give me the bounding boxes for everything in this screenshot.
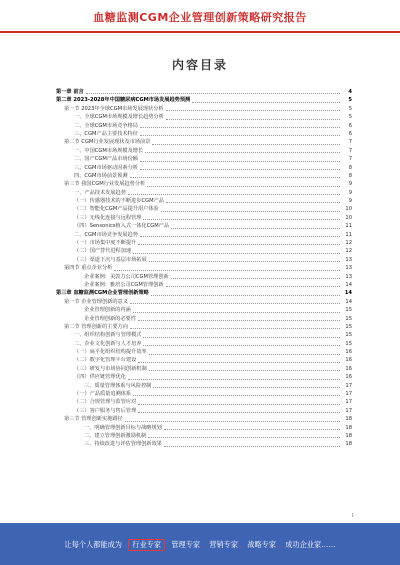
header-band [0, 0, 400, 34]
toc-leader-dots [138, 243, 340, 245]
toc-leader-dots [149, 369, 340, 371]
toc-entry[interactable] [56, 138, 352, 146]
toc-leader-dots [151, 294, 340, 296]
toc-entry-title: 一、全球CGM市场规模及增长趋势分析 [74, 114, 164, 121]
toc-entry[interactable] [56, 273, 352, 281]
toc-entry-page: 15 [345, 332, 352, 339]
toc-entry[interactable] [56, 180, 352, 188]
toc-entry[interactable] [56, 231, 352, 239]
toc-entry-page: 15 [345, 307, 352, 314]
toc-entry[interactable] [56, 222, 352, 230]
toc-entry[interactable] [56, 281, 352, 289]
toc-entry[interactable] [56, 155, 352, 163]
toc-leader-dots [140, 168, 340, 170]
toc-entry[interactable] [56, 357, 352, 365]
toc-entry-title: 一、组织结构创新与管理模式 [74, 332, 142, 339]
toc-leader-dots [148, 436, 340, 438]
toc-entry-title: 三、持续改进与评估管理创新效果 [84, 441, 162, 448]
toc-leader-dots [125, 420, 340, 422]
toc-entry-title: 第三节 我国CGM行业发展趋势分析 [64, 181, 146, 188]
toc-entry-page: 15 [345, 323, 352, 330]
toc-entry-title: 二、国产CGM产品市场份额 [74, 156, 138, 163]
toc-entry-title: （二）国产替代进程加速 [74, 248, 132, 255]
toc-entry-title: （二）数字化管理平台建设 [74, 357, 137, 364]
toc-leader-dots [143, 336, 340, 338]
toc-entry-page: 18 [345, 424, 352, 431]
toc-leader-dots [152, 143, 340, 145]
toc-leader-dots [140, 235, 340, 237]
toc-leader-dots [86, 92, 340, 94]
toc-leader-dots [138, 319, 340, 321]
toc-entry[interactable] [56, 214, 352, 222]
toc-entry-page: 10 [345, 206, 352, 213]
toc-leader-dots [166, 285, 340, 287]
toc-leader-dots [133, 311, 340, 313]
toc-entry-page: 6 [348, 122, 352, 129]
toc-entry-title: 第二节 CGM行业发展现状及市场前景 [64, 139, 151, 146]
toc-leader-dots [149, 260, 340, 262]
footer-slogan [0, 539, 400, 551]
toc-entry-page: 16 [345, 365, 352, 372]
toc-entry-title: （三）渠道下沉与基层市场拓展 [74, 256, 147, 263]
toc-entry-page: 11 [345, 231, 352, 238]
toc-leader-dots [166, 109, 340, 111]
toc-entry-page: 8 [348, 164, 352, 171]
toc-entry-title: 第三节 管理创新实施路径 [64, 416, 123, 423]
toc-leader-dots [171, 227, 340, 229]
toc-leader-dots [149, 353, 340, 355]
footer-item: 管理专家 [171, 540, 201, 549]
toc-entry[interactable] [56, 407, 352, 415]
toc-entry-title: （三）无线化连接与远程管理 [74, 214, 142, 221]
toc-leader-dots [143, 218, 340, 220]
toc-entry-page: 10 [345, 214, 352, 221]
toc-entry-page: 18 [345, 441, 352, 448]
toc-entry[interactable] [56, 264, 352, 272]
toc-leader-dots [128, 378, 340, 380]
toc-entry-page: 18 [345, 416, 352, 423]
toc-leader-dots [166, 118, 340, 120]
toc-entry-page: 5 [348, 97, 352, 104]
toc-entry-title: 企业管理创新的内涵 [84, 307, 131, 314]
toc-entry-page: 12 [345, 240, 352, 247]
page-number: 1 [351, 513, 354, 518]
toc-entry[interactable] [56, 440, 352, 448]
table-of-contents [56, 88, 352, 449]
toc-entry-page: 18 [345, 433, 352, 439]
toc-entry-title: （一）传感器技术的不断进步CGM产品 [74, 198, 164, 205]
toc-leader-dots [133, 394, 340, 396]
toc-entry-page: 17 [345, 399, 352, 406]
toc-entry-page: 9 [348, 181, 352, 188]
toc-entry-page: 11 [345, 223, 352, 230]
toc-entry[interactable] [56, 239, 352, 247]
toc-entry-page: 9 [348, 198, 352, 205]
toc-leader-dots [143, 344, 340, 346]
toc-entry-page: 9 [348, 189, 352, 196]
toc-leader-dots [140, 126, 340, 128]
footer-separator: 、 [201, 540, 209, 549]
toc-leader-dots [138, 361, 340, 363]
toc-entry[interactable] [56, 197, 352, 205]
toc-entry[interactable] [56, 113, 352, 121]
toc-entry-title: 三、CGM市场驱动因素分析 [74, 164, 138, 171]
footer-item: 成功企业家…… [285, 540, 336, 549]
toc-entry[interactable] [56, 398, 352, 406]
toc-entry-page: 12 [345, 248, 352, 255]
toc-entry-title: 第三章 血糖监测CGM企业管理创新策略 [56, 290, 149, 297]
footer-lead: 让每个人都能成为 [64, 540, 122, 549]
toc-leader-dots [161, 210, 340, 212]
toc-entry-title: 第四节 重点企业分析 [64, 265, 113, 272]
toc-entry-title: （三）客户服务与售后管理 [74, 407, 137, 414]
footer-separator: 、 [239, 540, 247, 549]
toc-leader-dots [164, 428, 340, 430]
toc-entry[interactable] [56, 373, 352, 381]
toc-entry[interactable] [56, 415, 352, 423]
toc-entry-title: 二、企业文化创新与人才培养 [74, 340, 142, 347]
header-rule [0, 31, 400, 33]
toc-entry[interactable] [56, 172, 352, 180]
toc-leader-dots [130, 302, 340, 304]
toc-leader-dots [166, 201, 340, 203]
toc-entry-title: 四、CGM市场前景预测 [74, 172, 128, 179]
toc-entry-page: 15 [345, 315, 352, 322]
toc-leader-dots [128, 193, 340, 195]
toc-entry-title: 第一节 2023年全球CGM市场发展现状分析 [64, 105, 164, 112]
toc-entry[interactable] [56, 105, 352, 113]
toc-leader-dots [130, 176, 340, 178]
toc-entry-title: 企业案例：美敦力公司CGM管理创新 [84, 273, 169, 280]
toc-leader-dots [140, 134, 340, 136]
toc-entry-title: 三、CGM产品主要技术特征 [74, 130, 138, 137]
toc-leader-dots [145, 151, 340, 153]
toc-entry-page: 7 [348, 156, 352, 163]
toc-entry[interactable] [56, 88, 352, 96]
toc-entry-title: 三、质量管理体系与风险控制 [84, 382, 152, 389]
toc-leader-dots [153, 386, 340, 388]
toc-entry[interactable] [56, 323, 352, 331]
toc-entry-title: （二）合规管理与监管应对 [74, 399, 137, 406]
toc-entry-title: 二、建立管理创新激励机制 [84, 433, 147, 439]
toc-entry-page: 5 [348, 105, 352, 112]
toc-leader-dots [140, 160, 340, 162]
toc-entry[interactable] [56, 424, 352, 432]
toc-entry[interactable] [56, 189, 352, 197]
toc-entry[interactable] [56, 365, 352, 373]
toc-entry[interactable] [56, 205, 352, 213]
toc-title: 内容目录 [171, 58, 228, 72]
toc-entry-page: 13 [345, 256, 352, 263]
toc-entry-page: 14 [344, 290, 352, 297]
footer-item: 战略专家 [247, 540, 277, 549]
toc-entry-title: 一、产品技术发展趋势 [74, 189, 126, 196]
toc-entry[interactable] [56, 147, 352, 155]
toc-entry-page: 4 [348, 88, 352, 95]
toc-leader-dots [164, 445, 340, 447]
toc-entry-page: 17 [345, 391, 352, 398]
toc-entry-title: （三）研发与市场协同创新机制 [74, 365, 147, 372]
toc-entry-title: 第二章 2023-2028年中国糖尿病CGM市场发展趋势预测 [56, 97, 191, 104]
toc-leader-dots [133, 252, 340, 254]
toc-entry-title: 第一章 前言 [56, 88, 84, 95]
toc-entry-page: 17 [345, 382, 352, 389]
toc-entry[interactable] [56, 298, 352, 306]
toc-entry-title: （一）扁平化组织结构提升效率 [74, 349, 147, 356]
toc-leader-dots [192, 101, 340, 103]
toc-leader-dots [114, 269, 340, 271]
toc-leader-dots [138, 403, 340, 405]
toc-entry-title: 企业案例：雅培公司CGM管理创新 [84, 281, 164, 288]
toc-leader-dots [138, 411, 340, 413]
toc-entry[interactable] [56, 331, 352, 339]
toc-entry-title: （四）供应链管理优化 [74, 374, 126, 381]
toc-entry-title: （四）Sensonics植入式一体化CGM产品 [74, 223, 170, 230]
toc-entry[interactable] [56, 130, 352, 138]
toc-entry-title: 第二节 管理创新的主要方向 [64, 323, 128, 330]
toc-entry-page: 17 [345, 407, 352, 414]
toc-entry-title: 二、CGM市场竞争发展趋势 [74, 231, 138, 238]
toc-entry-page: 16 [345, 374, 352, 381]
toc-entry-page: 7 [348, 147, 352, 154]
toc-entry-title: 企业管理创新的必要性 [84, 315, 136, 322]
toc-leader-dots [147, 185, 340, 187]
toc-entry-page: 8 [348, 172, 352, 179]
toc-entry[interactable] [56, 289, 352, 297]
footer-item: 营销专家 [209, 540, 239, 549]
toc-entry-title: （一）产品质量追溯体系 [74, 391, 132, 398]
toc-entry-page: 14 [345, 298, 352, 305]
toc-entry[interactable] [56, 382, 352, 390]
toc-entry[interactable] [56, 247, 352, 255]
toc-entry-title: 一、明确管理创新目标与战略规划 [84, 424, 162, 431]
toc-entry-page: 7 [348, 139, 352, 146]
toc-entry[interactable] [56, 348, 352, 356]
toc-entry-title: 一、中国CGM市场规模及增长 [74, 147, 144, 154]
toc-entry-title: （一）市场集中度不断提升 [74, 240, 137, 247]
toc-entry-title: 二、全球CGM市场竞争格局 [74, 122, 138, 129]
toc-entry-page: 14 [345, 281, 352, 288]
toc-entry[interactable] [56, 256, 352, 264]
toc-entry[interactable] [56, 96, 352, 104]
toc-entry[interactable] [56, 306, 352, 314]
toc-entry-page: 13 [345, 265, 352, 272]
toc-entry[interactable] [56, 164, 352, 172]
footer-separator: 、 [277, 540, 285, 549]
toc-leader-dots [130, 327, 340, 329]
footer-ticket: 行业专家 [128, 539, 165, 551]
toc-leader-dots [171, 277, 340, 279]
toc-entry[interactable] [56, 315, 352, 323]
toc-entry[interactable] [56, 340, 352, 348]
toc-entry-title: 第一节 企业管理创新的意义 [64, 298, 128, 305]
toc-entry-page: 15 [345, 340, 352, 347]
toc-entry-page: 13 [345, 273, 352, 280]
toc-entry-page: 16 [345, 357, 352, 364]
toc-entry[interactable] [56, 432, 352, 440]
toc-entry[interactable] [56, 390, 352, 398]
toc-entry-page: 5 [348, 114, 352, 121]
footer-band [0, 523, 400, 565]
toc-entry[interactable] [56, 122, 352, 130]
report-title: 血糖监测CGM企业管理创新策略研究报告 [93, 11, 307, 24]
toc-entry-title: （二）智能化CGM产品提升用户体验 [74, 206, 159, 213]
toc-entry-page: 16 [345, 349, 352, 356]
toc-entry-page: 6 [348, 130, 352, 137]
